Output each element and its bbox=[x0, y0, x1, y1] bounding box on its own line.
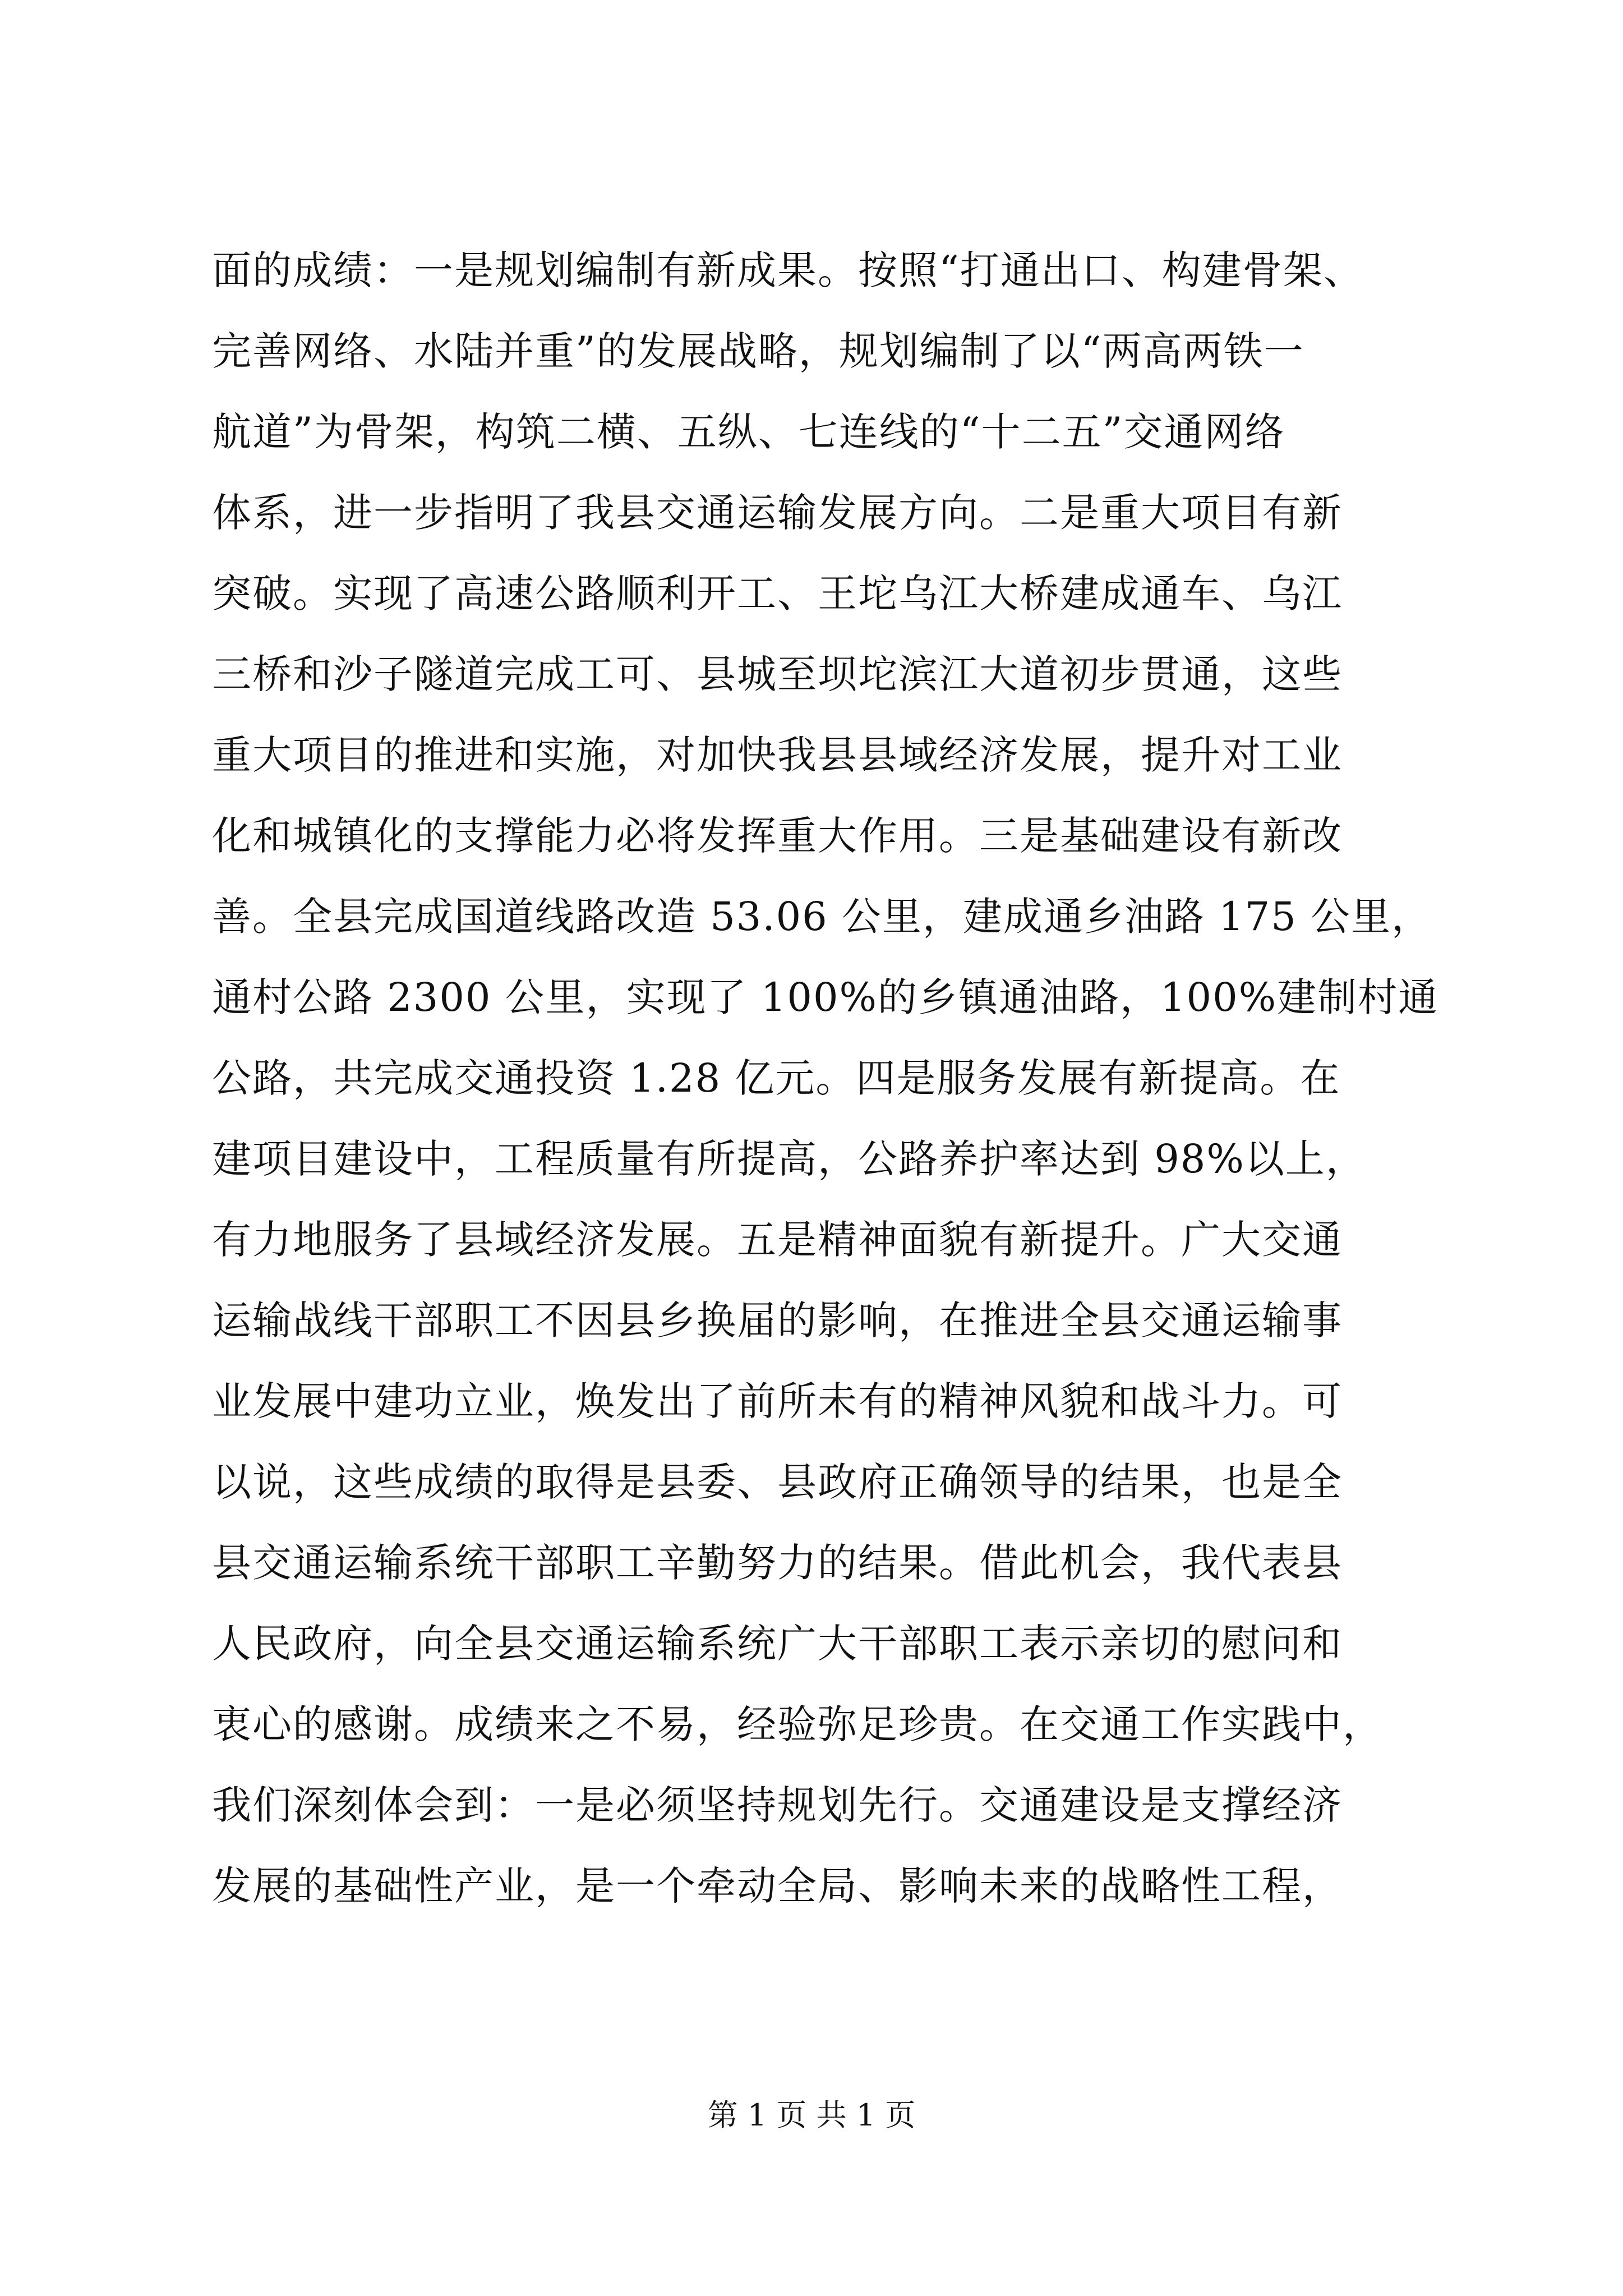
text-line: 体系，进一步指明了我县交通运输发展方向。二是重大项目有新 bbox=[212, 490, 1343, 536]
text-line: 重大项目的推进和实施，对加快我县县域经济发展，提升对工业 bbox=[212, 732, 1343, 778]
text-line: 化和城镇化的支撑能力必将发挥重大作用。三是基础建设有新改 bbox=[212, 813, 1343, 859]
text-line: 有力地服务了县域经济发展。五是精神面貌有新提升。广大交通 bbox=[212, 1217, 1343, 1263]
text-line: 人民政府，向全县交通运输系统广大干部职工表示亲切的慰问和 bbox=[212, 1621, 1343, 1667]
text-line: 以说，这些成绩的取得是县委、县政府正确领导的结果，也是全 bbox=[212, 1459, 1343, 1505]
text-line: 衷心的感谢。成绩来之不易，经验弥足珍贵。在交通工作实践中， bbox=[212, 1701, 1383, 1747]
text-line: 通村公路 2300 公里，实现了 100%的乡镇通油路，100%建制村通 bbox=[212, 974, 1439, 1020]
text-line: 航道”为骨架，构筑二横、五纵、七连线的“十二五”交通网络 bbox=[212, 409, 1285, 455]
text-line: 完善网络、水陆并重”的发展战略，规划编制了以“两高两铁一 bbox=[212, 328, 1304, 374]
body-text bbox=[212, 230, 1446, 1926]
text-line: 公路，共完成交通投资 1.28 亿元。四是服务发展有新提高。在 bbox=[212, 1055, 1341, 1101]
text-line: 善。全县完成国道线路改造 53.06 公里，建成通乡油路 175 公里， bbox=[212, 894, 1432, 940]
text-line: 面的成绩：一是规划编制有新成果。按照“打通出口、构建骨架、 bbox=[212, 247, 1364, 293]
text-line: 三桥和沙子隧道完成工可、县城至坝坨滨江大道初步贯通，这些 bbox=[212, 651, 1343, 697]
text-line: 建项目建设中，工程质量有所提高，公路养护率达到 98%以上， bbox=[212, 1136, 1366, 1182]
text-line: 业发展中建功立业，焕发出了前所未有的精神风貌和战斗力。可 bbox=[212, 1378, 1343, 1424]
text-line: 县交通运输系统干部职工辛勤努力的结果。借此机会，我代表县 bbox=[212, 1540, 1343, 1586]
text-line: 突破。实现了高速公路顺利开工、王坨乌江大桥建成通车、乌江 bbox=[212, 570, 1343, 616]
text-line: 我们深刻体会到：一是必须坚持规划先行。交通建设是支撑经济 bbox=[212, 1782, 1343, 1828]
text-line: 运输战线干部职工不因县乡换届的影响，在推进全县交通运输事 bbox=[212, 1297, 1343, 1343]
text-line: 发展的基础性产业，是一个牵动全局、影响未来的战略性工程， bbox=[212, 1863, 1343, 1909]
page-footer: 第 1 页 共 1 页 bbox=[707, 2097, 916, 2133]
